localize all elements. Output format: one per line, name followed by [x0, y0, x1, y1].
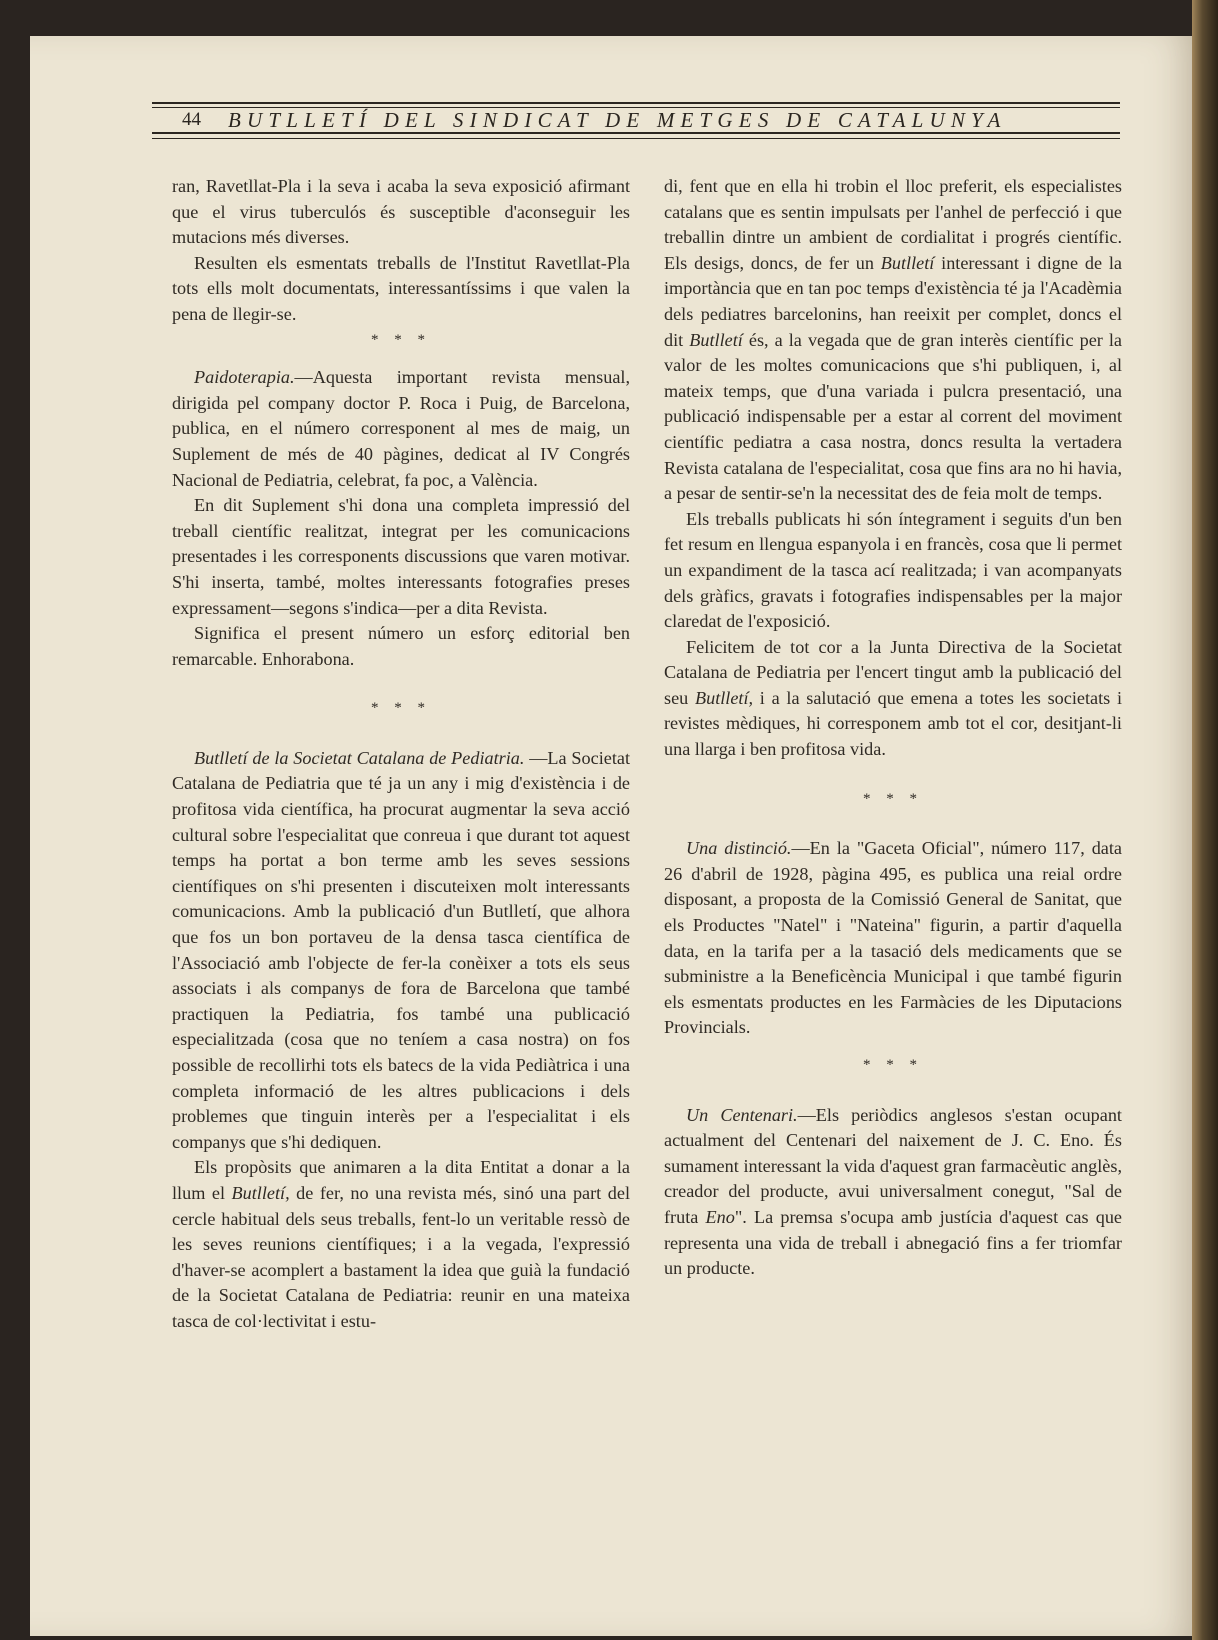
running-header	[152, 98, 1120, 154]
text-run: és, a la vegada que de gran interès científic per la valor de les moltes comunicacions que s'hi publiquen, i, al mateix temps, que d'una variada i pulcra presentació, una publicació indispensable per a estar al corrent del moviment científic pediatra a casa nostra, doncs resulta la vertadera Revista catalana de l'especialitat, cosa que fins ara no hi havia, a pesar de sentir-se'n la necessitat des de feia molt de temps.	[664, 329, 1123, 504]
paragraph: En dit Suplement s'hi dona una completa impressió del treball científic realitzat, integrat per les comunicacions presentades i les corresponents discussions que varen motivar. S'hi inserta, també, moltes interessants fotografies preses expressament—segons s'indica—per a dita Revista.	[172, 495, 630, 618]
text-run: i a la salutació que emena a totes les societats i revistes mèdiques, hi corresponem amb tot el cor, desitjant-li una llarga i ben profitosa vida.	[664, 687, 1123, 760]
header-row	[152, 108, 1120, 132]
page-number: 44	[182, 109, 201, 130]
section-separator: * * *	[863, 1057, 923, 1073]
section-separator: * * *	[863, 790, 923, 807]
header-rule	[152, 102, 1120, 104]
section-separator: * * *	[371, 700, 431, 717]
article-butlleti	[172, 746, 630, 1156]
left-column	[172, 174, 630, 1335]
text-run: Els propòsits que animaren a la dita Entitat a donar a la llum el	[172, 1157, 630, 1203]
italic-run: Butlletí,	[231, 1182, 290, 1203]
article-title: Un Centenari.	[686, 1104, 798, 1125]
article-body: —La Societat Catalana de Pediatria que té ja un any i mig d'existència i de profitosa vida científica, ha procurat augmentar la seva acció cultural sobre l'especialitat que conreua i que durant tot aquest temps ha portat a bon terme amb les seves sessions científiques on s'hi presenten i discuteixen molt interessants comunicacions. Amb la publicació d'un Butlletí, que alhora que fos un bon portaveu de la densa tasca científica de l'Associació amb l'objecte de fer-la conèixer a tots els seus associats i als companys de fora de Barcelona que també practiquen la Pediatria, fos també una publicació especialitzada (cosa que no teníem a casa nostra) on fos possible de recollirhi tots els batecs de la vida Pediàtrica i una completa informació de les altres publicacions i dels problemes que tinguin interès per a l'especialitat i els companys que s'hi dediquen.	[172, 747, 630, 1152]
article-body: —En la "Gaceta Oficial", número 117, data 26 d'abril de 1928, pàgina 495, es publica una reial ordre disposant, a proposta de la Comissió General de Sanitat, que els Productes "Natel" i "Nateina" figurin, a partir d'aquella data, en la tarifa per a la tasació dels medicaments que se subministre a la Beneficència Municipal i que també figurin els esmentats productes en les Farmàcies de les Diputacions Provincials.	[664, 838, 1123, 1038]
text-run: —Els periòdics anglesos s'estan ocupant actualment del Centenari del naixement de J. C. Eno. És sumament interessant la vida d'aquest gran farmacèutic anglès, creador del producte, avui universalment conegut, "Sal de fruta	[664, 1104, 1122, 1227]
paragraph	[664, 635, 1122, 763]
text-run: de fer, no una revista més, sinó una part del cercle habitual dels seus treballs, fent-lo un veritable ressò de les seves reunions científiques; i a la vegada, l'expressió d'haver-se acomplert a bastament la idea que guià la fundació de la Societat Catalana de Pediatria: reunir en una mateixa tasca de col·lectivitat i estu-	[172, 1182, 630, 1331]
article-title: Butlletí de la Societat Catalana de Pediatria.	[194, 747, 525, 768]
text-run: Felicitem de tot cor a la Junta Directiva de la Societat Catalana de Pediatria per l'encert tingut amb la publicació del seu	[664, 636, 1122, 708]
italic-run: Butlletí	[880, 252, 935, 273]
article-distincio	[664, 836, 1122, 1041]
paragraph	[664, 174, 1122, 507]
text-run: di, fent que en ella hi trobin el lloc preferit, els especialistes catalans que es sentin impulsats per l'anhel de perfecció i que treballin dintre un ambient de cordialitat i progrés científic. Els desigs, doncs, de fer un	[664, 176, 1122, 273]
book-spine	[1192, 0, 1218, 1640]
paragraph: Significa el present número un esforç editorial ben remarcable. Enhorabona.	[172, 623, 630, 669]
article-body: —Aquesta important revista mensual, dirigida pel company doctor P. Roca i Puig, de Barcelona, publica, en el número corresponent al mes de maig, un Suplement de més de 40 pàgines, dedicat al IV Congrés Nacional de Pediatria, celebrat, fa poc, a València.	[172, 367, 630, 490]
running-title: BUTLLETÍ DEL SINDICAT DE METGES DE CATALUNYA	[228, 107, 1007, 132]
section-separator: * * *	[371, 331, 431, 348]
italic-run: Butlletí,	[694, 687, 754, 708]
text-run: interessant i digne de la importància que en tan poc temps d'existència té ja l'Acadèmia dels pediatres barcelonins, han reeixit per complet, doncs el dit	[664, 252, 1122, 350]
paragraph: Els treballs publicats hi són íntegrament i seguits d'un ben fet resum en llengua espanyola i en francès, cosa que li permet un expandiment de la tasca ací realitzada; i van acompanyats dels gràfics, gravats i fotografies indispensables per la major claredat de l'exposició.	[664, 508, 1122, 632]
italic-run: Butlletí	[689, 329, 743, 350]
article-title: Una distinció.	[686, 838, 792, 859]
article-centenari	[664, 1103, 1122, 1282]
paragraph: Resulten els esmentats treballs de l'Institut Ravetllat-Pla tots ells molt documentats, interessantíssims i que valen la pena de llegir-se.	[172, 252, 630, 324]
right-column	[664, 174, 1122, 1282]
paragraph	[172, 1155, 630, 1334]
paragraph: ran, Ravetllat-Pla i la seva i acaba la seva exposició afirmant que el virus tuberculós és susceptible d'aconseguir les mutacions més diverses.	[172, 176, 630, 248]
text-run: ". La premsa s'ocupa amb justícia d'aquest cas que representa una vida de treball i abnegació fins a fer triomfar un producte.	[664, 1206, 1122, 1279]
italic-run: Eno	[705, 1206, 735, 1227]
article-title: Paidoterapia.	[194, 367, 295, 388]
article-paidoterapia	[172, 365, 630, 493]
header-rule	[152, 138, 1120, 139]
